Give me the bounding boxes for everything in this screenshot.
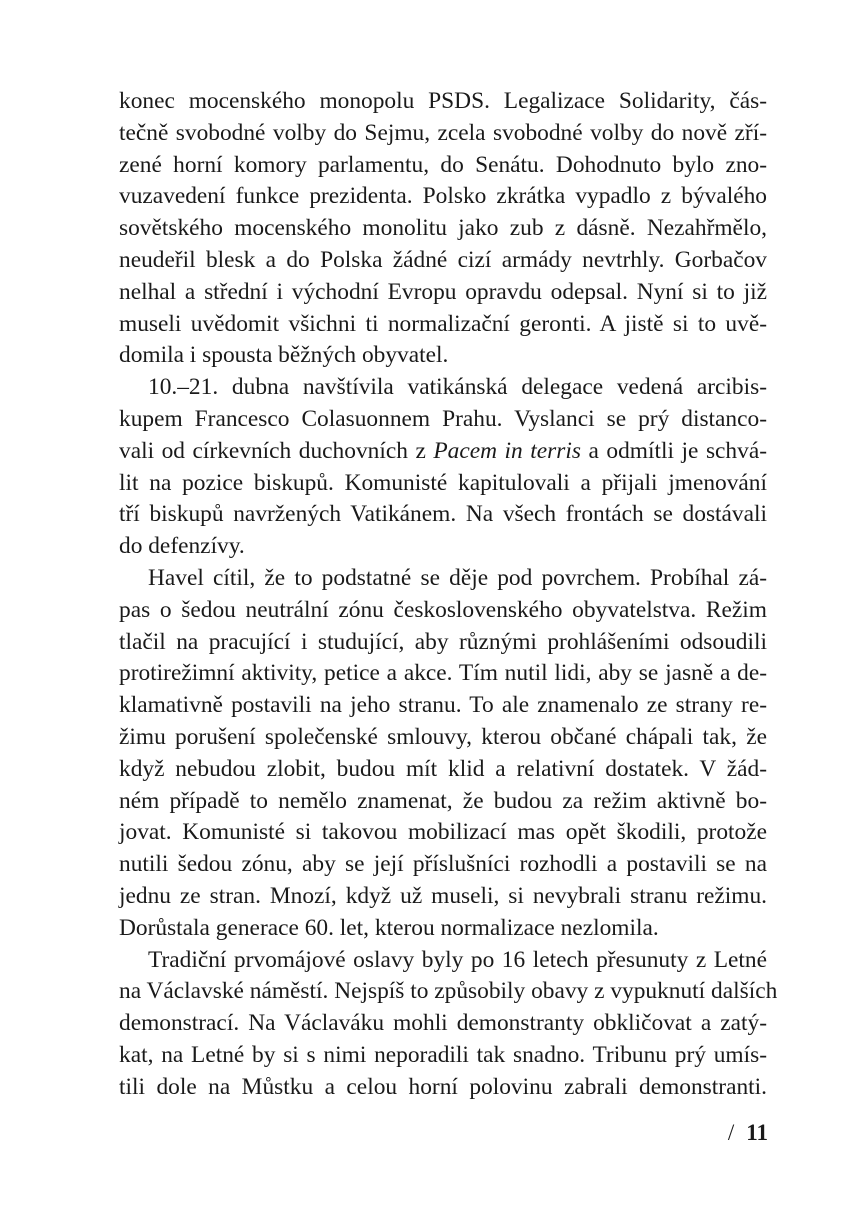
italic-title: Pacem in terris bbox=[433, 437, 581, 464]
text-line: na Václavské náměstí. Nejspíš to způsobily obavy z vypuknutí dalších bbox=[119, 978, 778, 1005]
text-line: Dorůstala generace 60. let, kterou normalizace nezlomila. bbox=[119, 914, 659, 941]
paragraph bbox=[119, 563, 767, 945]
paragraph bbox=[119, 372, 767, 563]
text-line: žimu porušení společenské smlouvy, kterou občané chápali tak, že bbox=[119, 723, 767, 750]
text-line: tří biskupů navržených Vatikánem. Na všech frontách se dostávali bbox=[119, 501, 767, 528]
text-line: Havel cítil, že to podstatné se děje pod povrchem. Probíhal zá- bbox=[148, 564, 767, 591]
text-line: pas o šedou neutrální zónu československého obyvatelstva. Režim bbox=[119, 596, 767, 623]
text-line: tečně svobodné volby do Sejmu, zcela svobodné volby do nově zří- bbox=[119, 119, 767, 146]
text-line: jovat. Komunisté si takovou mobilizací mas opět škodili, protože bbox=[119, 819, 767, 846]
text-line: tili dole na Můstku a celou horní polovinu zabrali demonstranti. bbox=[119, 1073, 767, 1100]
text-fragment: a odmítli je schvá- bbox=[580, 437, 767, 464]
page-number: 11 bbox=[746, 1120, 768, 1145]
text-line: sovětského mocenského monolitu jako zub z dásně. Nezahřmělo, bbox=[119, 215, 767, 242]
paragraph bbox=[119, 86, 767, 372]
page-body bbox=[119, 86, 778, 1104]
text-line: nutili šedou zónu, aby se její příslušníci rozhodli a postavili se na bbox=[119, 851, 767, 878]
page-footer bbox=[728, 1120, 768, 1146]
text-line: museli uvědomit všichni ti normalizační geronti. A jistě si to uvě- bbox=[119, 310, 767, 337]
text-line: protirežimní aktivity, petice a akce. Tím nutil lidi, aby se jasně a de- bbox=[119, 660, 767, 687]
text-line: tlačil na pracující i studující, aby různými prohlášeními odsoudili bbox=[119, 628, 767, 655]
text-line: když nebudou zlobit, budou mít klid a relativní dostatek. V žád- bbox=[119, 755, 767, 782]
text-line: lit na pozice biskupů. Komunisté kapitulovali a přijali jmenování bbox=[119, 469, 767, 496]
paragraph bbox=[119, 945, 778, 1104]
text-line: kupem Francesco Colasuonnem Prahu. Vyslanci se prý distanco- bbox=[119, 405, 767, 432]
footer-slash: / bbox=[727, 1120, 735, 1145]
text-fragment: vali od církevních duchovních z bbox=[119, 437, 434, 464]
text-line: do defenzívy. bbox=[119, 533, 245, 560]
text-line: neudeřil blesk a do Polska žádné cizí armády nevtrhly. Gorbačov bbox=[119, 246, 767, 273]
text-line: konec mocenského monopolu PSDS. Legalizace Solidarity, čás- bbox=[119, 88, 767, 114]
text-line: ném případě to nemělo znamenat, že budou za režim aktivně bo- bbox=[119, 787, 767, 814]
text-line: demonstrací. Na Václaváku mohli demonstranty obkličovat a zatý- bbox=[119, 1010, 767, 1037]
text-line: nelhal a střední i východní Evropu opravdu odepsal. Nyní si to již bbox=[119, 278, 767, 305]
text-line: klamativně postavili na jeho stranu. To ale znamenalo ze strany re- bbox=[119, 692, 767, 719]
text-line: jednu ze stran. Mnozí, když už museli, si nevybrali stranu režimu. bbox=[119, 882, 767, 909]
text-line: kat, na Letné by si s nimi neporadili tak snadno. Tribunu prý umís- bbox=[119, 1041, 767, 1068]
text-line: 10.–21. dubna navštívila vatikánská delegace vedená arcibis- bbox=[148, 374, 767, 401]
text-line: Tradiční prvomájové oslavy byly po 16 letech přesunuty z Letné bbox=[148, 946, 767, 973]
text-line: vuzavedení funkce prezidenta. Polsko zkrátka vypadlo z bývalého bbox=[119, 183, 767, 210]
text-line: domila i spousta běžných obyvatel. bbox=[119, 342, 449, 369]
text-line bbox=[119, 436, 767, 468]
text-line: zené horní komory parlamentu, do Senátu. Dohodnuto bylo zno- bbox=[119, 151, 767, 178]
